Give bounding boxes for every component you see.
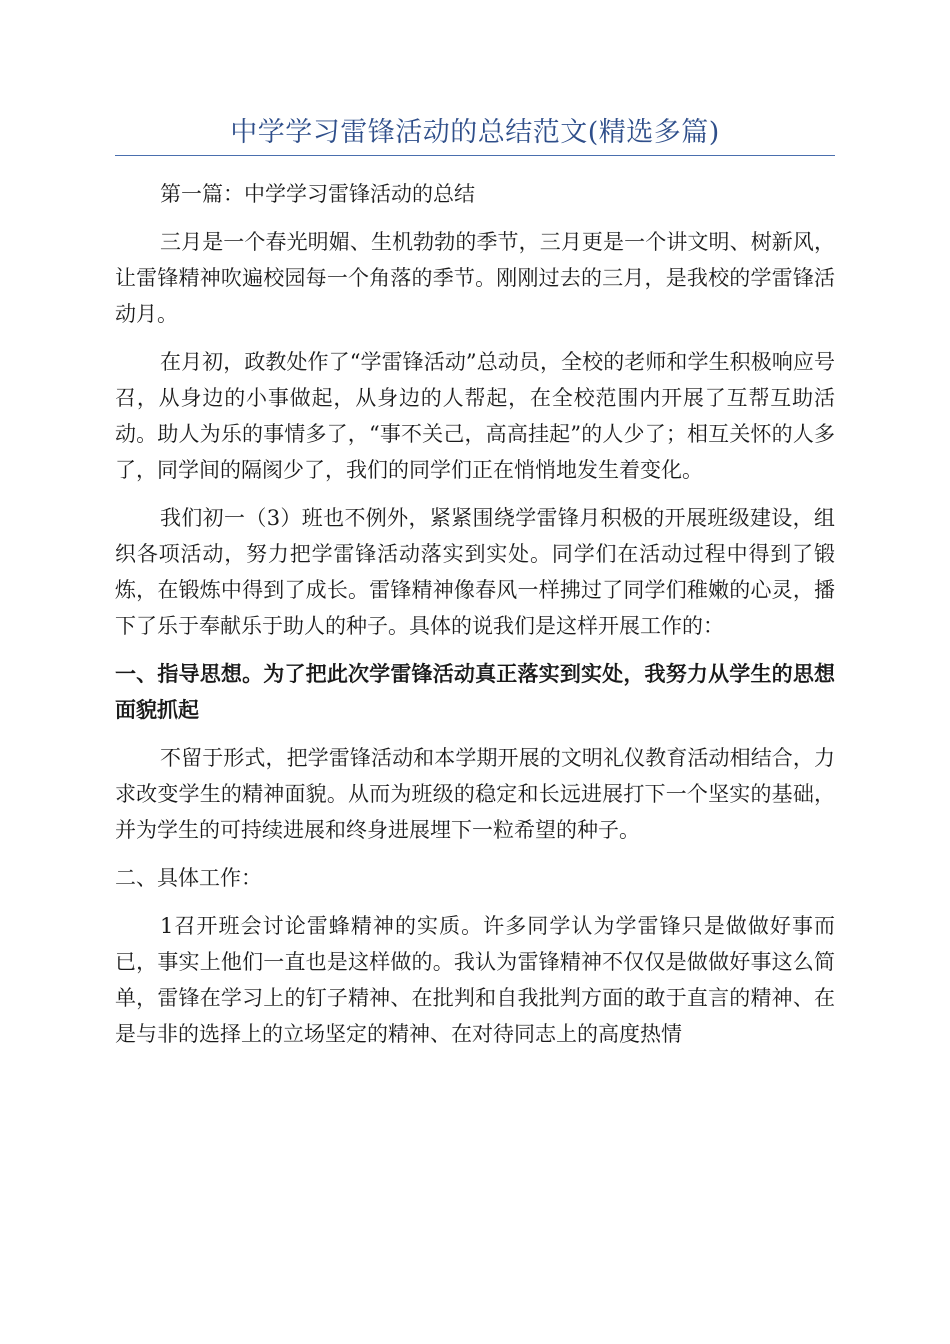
paragraph-march-intro: 三月是一个春光明媚、生机勃勃的季节，三月更是一个讲文明、树新风，让雷锋精神吹遍校园每一个角落的季节。刚刚过去的三月，是我校的学雷锋活动月。: [115, 230, 835, 326]
paragraph-mobilization: 在月初，政教处作了“学雷锋活动”总动员，全校的老师和学生积极响应号召，从身边的小事做起，从身边的人帮起，在全校范围内开展了互帮互助活动。助人为乐的事情多了，“事不关己，高高挂起”的人少了；相互关怀的人多了，同学间的隔阂少了，我们的同学们正在悄悄地发生着变化。: [115, 350, 835, 482]
heading-guiding-ideology: 一、指导思想。为了把此次学雷锋活动真正落实到实处，我努力从学生的思想面貌抓起: [115, 661, 835, 722]
paragraph-class-activities: 我们初一（3）班也不例外，紧紧围绕学雷锋月积极的开展班级建设，组织各项活动，努力把学雷锋活动落实到实处。同学们在活动过程中得到了锻炼，在锻炼中得到了成长。雷锋精神像春风一样拂过了同学们稚嫩的心灵，播下了乐于奉献乐于助人的种子。具体的说我们是这样开展工作的：: [115, 506, 835, 638]
heading-specific-work: 二、具体工作：: [115, 866, 262, 890]
paragraph-not-formality: 不留于形式，把学雷锋活动和本学期开展的文明礼仪教育活动相结合，力求改变学生的精神面貌。从而为班级的稳定和长远进展打下一个坚实的基础，并为学生的可持续进展和终身进展埋下一粒希望的种子。: [115, 746, 835, 842]
paragraph-class-meeting: 1召开班会讨论雷蜂精神的实质。许多同学认为学雷锋只是做做好事而已，事实上他们一直也是这样做的。我认为雷锋精神不仅仅是做做好事这么简单，雷锋在学习上的钉子精神、在批判和自我批判方面的敢于直言的精神、在是与非的选择上的立场坚定的精神、在对待同志上的高度热情: [115, 914, 835, 1046]
document-title: 中学学习雷锋活动的总结范文(精选多篇): [230, 117, 720, 148]
section-heading-part-one: 第一篇：中学学习雷锋活动的总结: [160, 182, 475, 206]
title-underline: [115, 155, 835, 156]
document-body: [115, 176, 835, 1052]
